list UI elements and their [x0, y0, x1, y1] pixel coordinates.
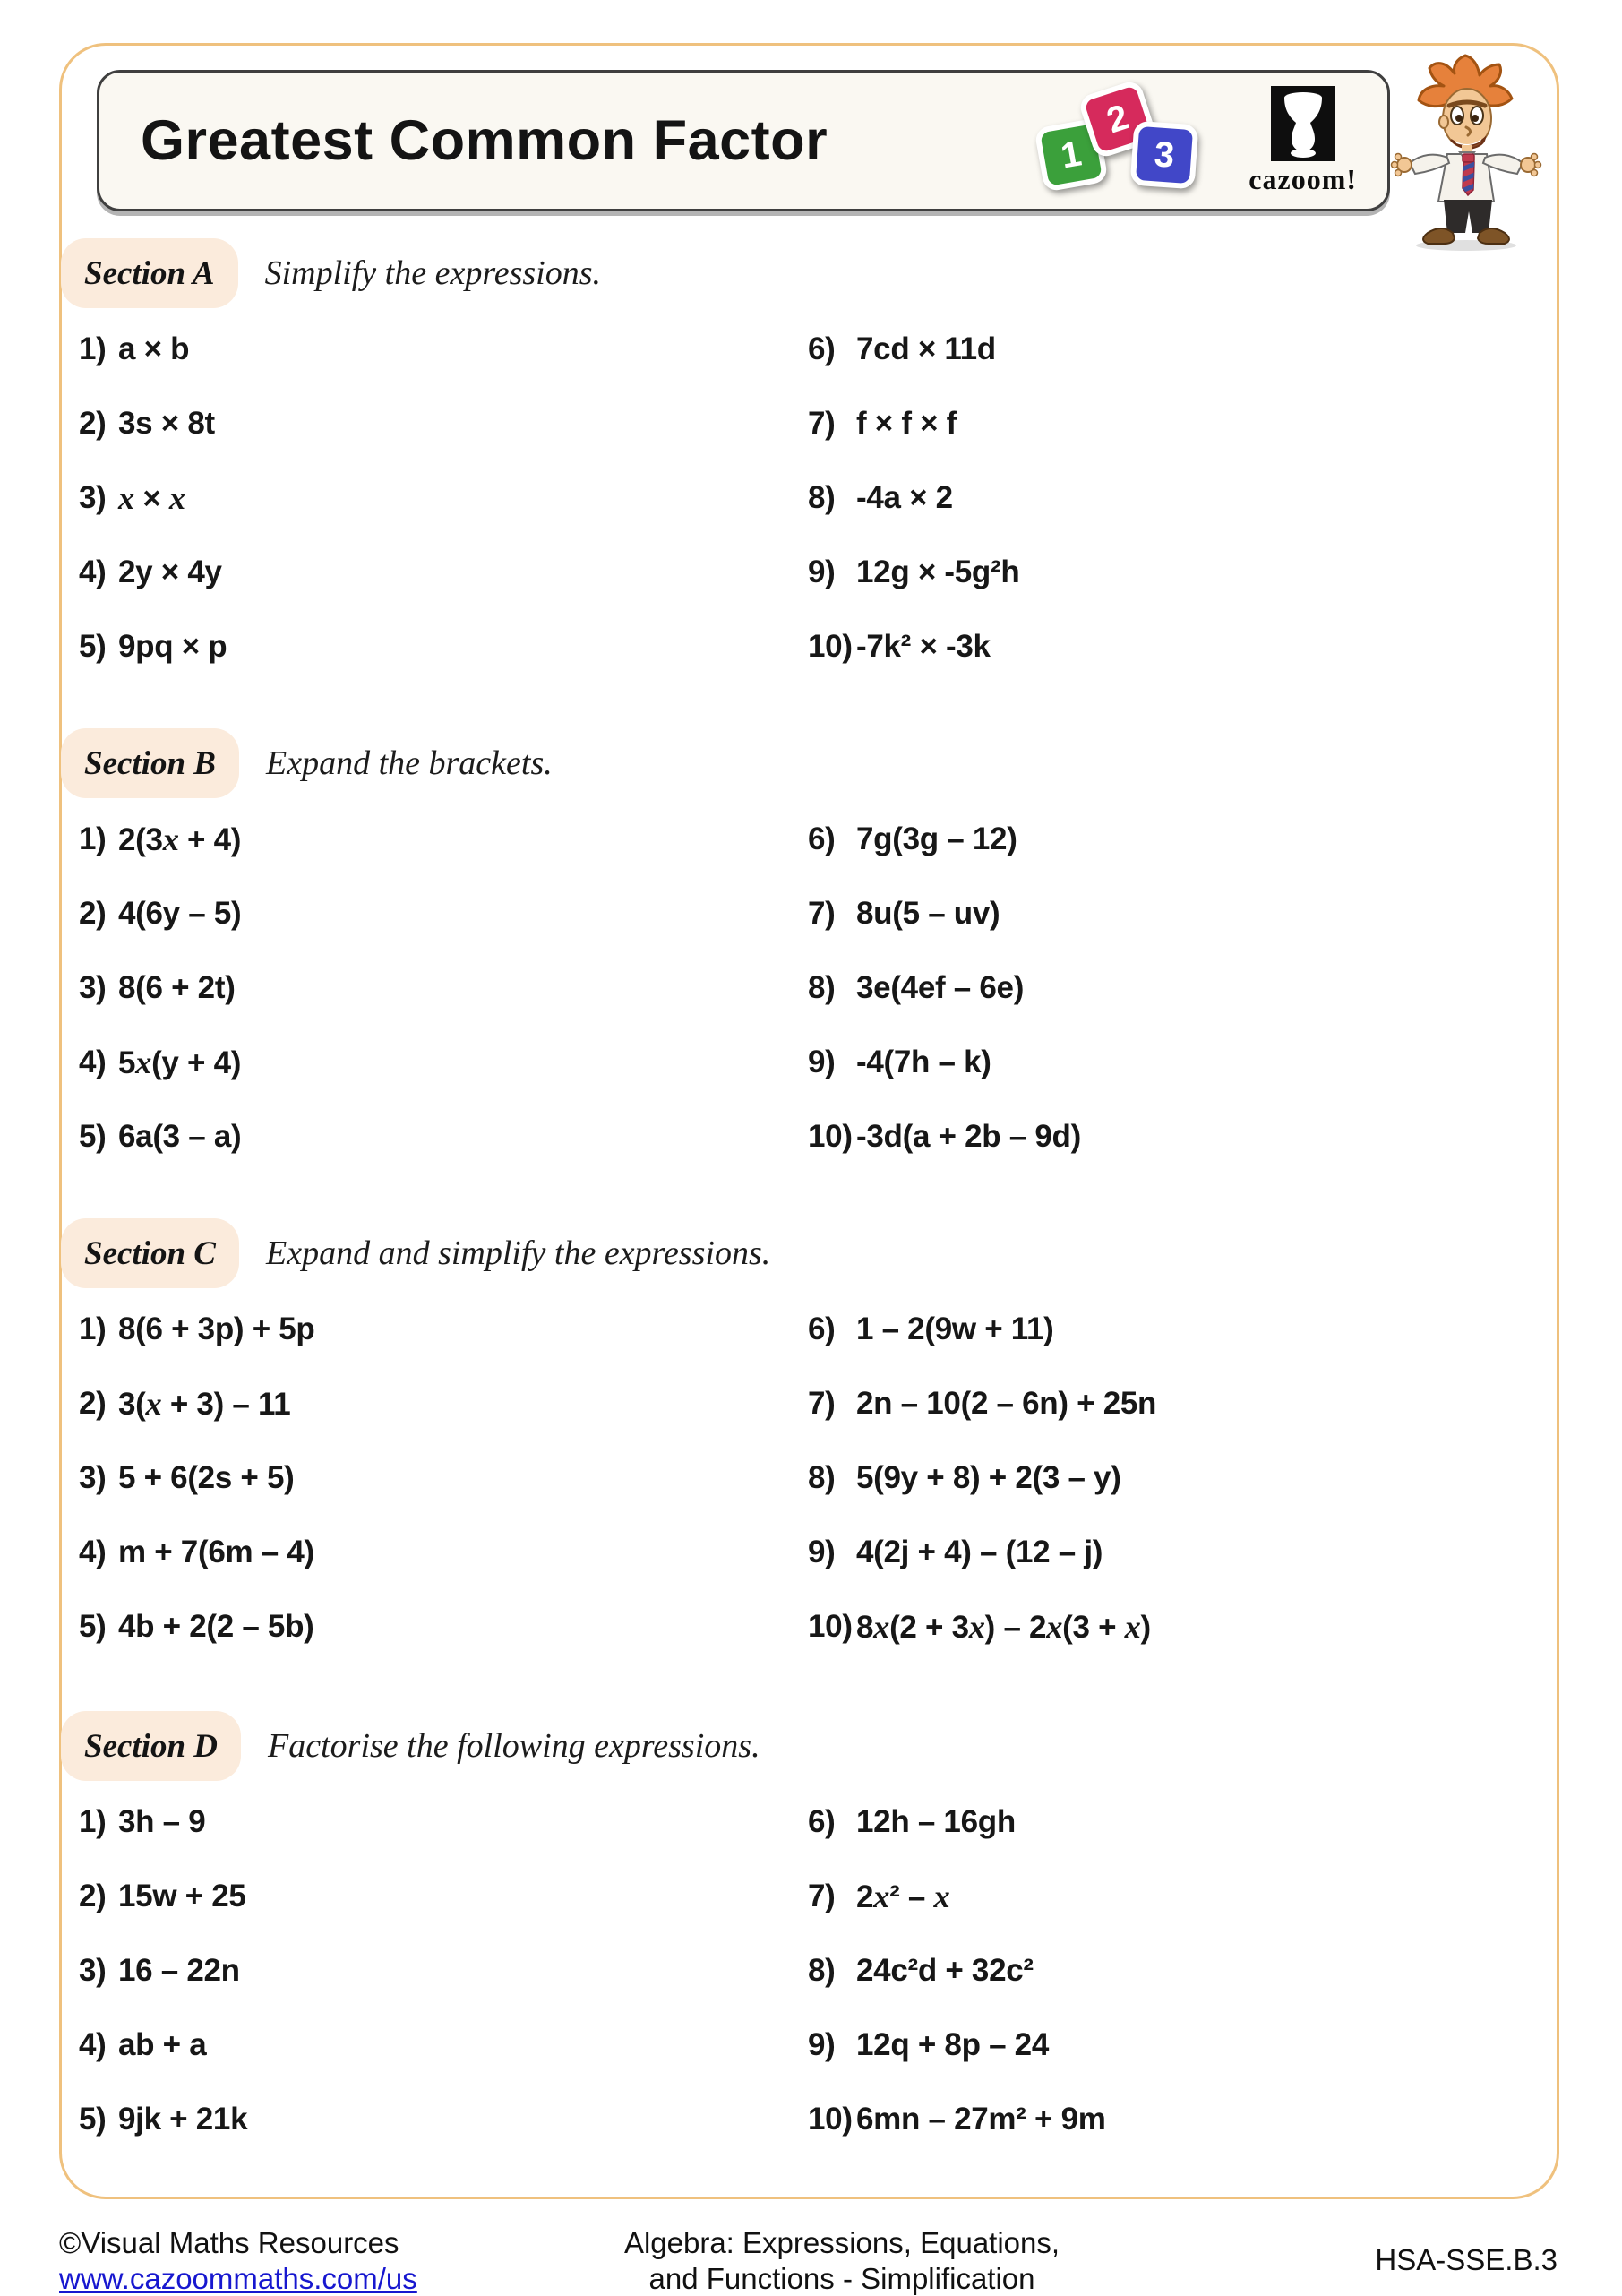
footer-url-link[interactable]: www.cazoommaths.com/us: [59, 2261, 417, 2295]
problem-expression: 2n – 10(2 – 6n) + 25n: [856, 1385, 1157, 1421]
footer-topic-line1: Algebra: Expressions, Equations,: [623, 2226, 1060, 2259]
problem-d-10: [808, 2082, 1106, 2156]
problem-expression: 5(9y + 8) + 2(3 – y): [856, 1459, 1121, 1495]
problem-expression: m + 7(6m – 4): [118, 1534, 314, 1569]
problem-number: 2): [79, 405, 107, 441]
problem-b-2: [59, 876, 808, 950]
section-d-label: Section D: [61, 1711, 241, 1781]
problem-a-6: [808, 312, 1019, 386]
problem-expression: 2x² – x: [856, 1878, 950, 1914]
tile-2-icon: 2: [1077, 79, 1159, 160]
problem-expression: 16 – 22n: [118, 1952, 240, 1988]
problem-expression: 8(6 + 3p) + 5p: [118, 1311, 315, 1346]
problem-number: 5): [79, 1118, 107, 1154]
problem-number: 3): [79, 1952, 107, 1988]
problem-c-4: [59, 1515, 808, 1589]
problem-expression: f × f × f: [856, 405, 957, 441]
footer-topic-line2: and Functions - Simplification: [648, 2261, 1035, 2295]
problem-expression: 9jk + 21k: [118, 2101, 248, 2137]
section-a: [59, 238, 1560, 684]
problem-a-3: [59, 460, 808, 535]
problem-b-10: [808, 1099, 1081, 1174]
problem-b-1: [59, 802, 808, 876]
problem-number: 5): [79, 628, 107, 664]
problem-expression: 5x(y + 4): [118, 1044, 242, 1080]
section-c-instruction: Expand and simplify the expressions.: [266, 1234, 771, 1272]
section-a-label: Section A: [61, 238, 238, 308]
problem-expression: 4(6y – 5): [118, 895, 242, 931]
problem-c-8: [808, 1440, 1156, 1515]
problem-expression: 3h – 9: [118, 1803, 206, 1839]
problem-number: 10): [808, 1608, 853, 1644]
problem-b-5: [59, 1099, 808, 1174]
problem-number: 6): [808, 1311, 836, 1346]
problem-number: 1): [79, 1803, 107, 1839]
problem-number: 8): [808, 969, 836, 1005]
section-d-instruction: Factorise the following expressions.: [268, 1727, 760, 1765]
section-b-instruction: Expand the brackets.: [266, 744, 553, 782]
problem-expression: 8u(5 – uv): [856, 895, 1000, 931]
problem-expression: 6mn – 27m² + 9m: [856, 2101, 1106, 2137]
problem-expression: 4(2j + 4) – (12 – j): [856, 1534, 1103, 1569]
problem-expression: -4(7h – k): [856, 1044, 991, 1079]
section-d: [59, 1711, 1560, 2156]
mascot-character-illustration: [1390, 54, 1542, 255]
problem-number: 4): [79, 1534, 107, 1569]
problem-d-9: [808, 2008, 1106, 2082]
problem-d-1: [59, 1784, 808, 1859]
problem-expression: a × b: [118, 331, 190, 366]
section-b: [59, 728, 1560, 1174]
problem-b-7: [808, 876, 1081, 950]
problem-expression: x × x: [118, 479, 185, 516]
cazoom-logo: [1249, 86, 1357, 196]
problem-a-2: [59, 386, 808, 460]
problem-d-7: [808, 1859, 1106, 1933]
tile-1-icon: 1: [1034, 117, 1109, 192]
problem-a-9: [808, 535, 1019, 609]
problem-number: 1): [79, 331, 107, 366]
problem-number: 6): [808, 1803, 836, 1839]
problem-number: 10): [808, 1118, 853, 1154]
problem-number: 10): [808, 628, 853, 664]
problem-expression: 12q + 8p – 24: [856, 2026, 1049, 2062]
problem-a-4: [59, 535, 808, 609]
problem-number: 7): [808, 405, 836, 441]
problem-number: 3): [79, 1459, 107, 1495]
problem-b-8: [808, 950, 1081, 1025]
problem-a-10: [808, 609, 1019, 684]
page-title: Greatest Common Factor: [141, 109, 828, 172]
footer-standard-code: HSA-SSE.B.3: [1375, 2243, 1558, 2276]
problem-number: 6): [808, 821, 836, 856]
footer-copyright: ©Visual Maths Resources: [59, 2226, 399, 2259]
problem-a-5: [59, 609, 808, 684]
section-b-label: Section B: [61, 728, 239, 798]
problem-c-7: [808, 1366, 1156, 1440]
problem-c-2: [59, 1366, 808, 1440]
problem-number: 7): [808, 895, 836, 931]
brand-text: cazoom!: [1249, 162, 1357, 195]
problem-c-9: [808, 1515, 1156, 1589]
problem-expression: 3s × 8t: [118, 405, 215, 441]
problem-c-1: [59, 1292, 808, 1366]
problem-number: 9): [808, 1044, 836, 1079]
problem-number: 8): [808, 1952, 836, 1988]
problem-number: 2): [79, 1385, 107, 1421]
problem-number: 2): [79, 895, 107, 931]
problem-expression: -3d(a + 2b – 9d): [856, 1118, 1081, 1154]
problem-number: 9): [808, 1534, 836, 1569]
problem-expression: 7g(3g – 12): [856, 821, 1017, 856]
problem-a-7: [808, 386, 1019, 460]
problem-b-3: [59, 950, 808, 1025]
problem-d-6: [808, 1784, 1106, 1859]
section-c: [59, 1218, 1560, 1664]
problem-b-4: [59, 1025, 808, 1099]
problem-d-3: [59, 1933, 808, 2008]
problem-number: 5): [79, 1608, 107, 1644]
problem-d-8: [808, 1933, 1106, 2008]
drum-icon: [1271, 86, 1335, 161]
problem-b-9: [808, 1025, 1081, 1099]
problem-number: 8): [808, 479, 836, 515]
problem-number: 4): [79, 1044, 107, 1079]
problem-a-8: [808, 460, 1019, 535]
problem-c-6: [808, 1292, 1156, 1366]
problem-number: 5): [79, 2101, 107, 2137]
problem-expression: -7k² × -3k: [856, 628, 991, 664]
problem-number: 1): [79, 1311, 107, 1346]
section-a-instruction: Simplify the expressions.: [264, 254, 601, 292]
problem-d-5: [59, 2082, 808, 2156]
problem-expression: 6a(3 – a): [118, 1118, 242, 1154]
problem-expression: 2y × 4y: [118, 554, 222, 589]
problem-number: 10): [808, 2101, 853, 2137]
problem-number: 3): [79, 479, 107, 515]
problem-expression: ab + a: [118, 2026, 207, 2062]
section-c-label: Section C: [61, 1218, 239, 1288]
problem-c-10: [808, 1589, 1156, 1664]
problem-expression: 9pq × p: [118, 628, 227, 664]
problem-number: 4): [79, 554, 107, 589]
problem-expression: -4a × 2: [856, 479, 953, 515]
problem-c-3: [59, 1440, 808, 1515]
problem-expression: 24c²d + 32c²: [856, 1952, 1034, 1988]
problem-expression: 8(6 + 2t): [118, 969, 236, 1005]
problem-expression: 4b + 2(2 – 5b): [118, 1608, 314, 1644]
problem-c-5: [59, 1589, 808, 1664]
problem-d-4: [59, 2008, 808, 2082]
problem-expression: 12h – 16gh: [856, 1803, 1016, 1839]
problem-number: 4): [79, 2026, 107, 2062]
problem-expression: 3(x + 3) – 11: [118, 1385, 291, 1422]
problem-expression: 1 – 2(9w + 11): [856, 1311, 1054, 1346]
problem-expression: 7cd × 11d: [856, 331, 996, 366]
footer-topic: [609, 2225, 1075, 2296]
problem-a-1: [59, 312, 808, 386]
problem-number: 2): [79, 1878, 107, 1913]
problem-b-6: [808, 802, 1081, 876]
tile-3-icon: 3: [1130, 121, 1199, 190]
problem-expression: 12g × -5g²h: [856, 554, 1020, 589]
problem-expression: 15w + 25: [118, 1878, 246, 1913]
problem-expression: 8x(2 + 3x) – 2x(3 + x): [856, 1608, 1151, 1645]
problem-number: 1): [79, 821, 107, 856]
title-bar: [97, 70, 1390, 211]
problem-number: 6): [808, 331, 836, 366]
problem-number: 9): [808, 2026, 836, 2062]
problem-d-2: [59, 1859, 808, 1933]
problem-number: 8): [808, 1459, 836, 1495]
problem-expression: 3e(4ef – 6e): [856, 969, 1025, 1005]
problem-number: 9): [808, 554, 836, 589]
problem-number: 7): [808, 1878, 836, 1913]
footer-left: [59, 2225, 417, 2296]
logo-cluster: [1039, 86, 1357, 196]
problem-number: 7): [808, 1385, 836, 1421]
number-tiles-logo: [1039, 90, 1193, 191]
problem-expression: 5 + 6(2s + 5): [118, 1459, 295, 1495]
problem-expression: 2(3x + 4): [118, 821, 242, 857]
problem-number: 3): [79, 969, 107, 1005]
